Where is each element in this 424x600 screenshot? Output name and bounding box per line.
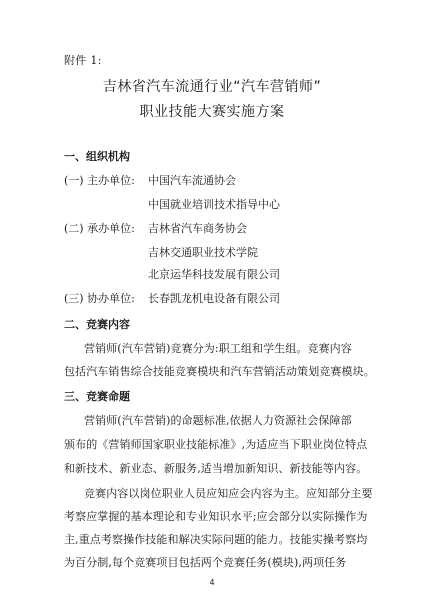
proposition-p1-line-1: 营销师(汽车营销)的命题标准,依据人力资源社会保障部 [84, 414, 352, 427]
section-heading-organization: 一、组织机构 [64, 150, 130, 163]
section-heading-propositions: 三、竞赛命题 [64, 390, 130, 403]
proposition-p2-line-3: 主,重点考察操作技能和解决实际问题的能力。技能实操考察均 [64, 533, 368, 546]
organizer-unit-2: 吉林交通职业技术学院 [148, 246, 258, 259]
attachment-label: 附件 1: [64, 54, 102, 67]
document-title-line1: 吉林省汽车流通行业“汽车营销师” [102, 79, 322, 95]
host-unit-2: 中国就业培训技术指导中心 [148, 198, 280, 211]
organizer-row [64, 220, 135, 236]
proposition-p2-line-4: 为百分制,每个竞赛项目包括两个竞赛任务(模块),两项任务 [64, 556, 347, 569]
organizer-unit-3: 北京运华科技发展有限公司 [148, 268, 280, 281]
proposition-p1-line-3: 和新技术、新业态、新服务,适当增加新知识、新技能等内容。 [64, 462, 368, 475]
page-number: 4 [209, 578, 215, 587]
co-organizer-label: (三) 协办单位: [64, 292, 135, 305]
co-organizer-row [64, 290, 135, 306]
host-row [64, 172, 135, 188]
document-title-line2: 职业技能大赛实施方案 [139, 104, 285, 120]
host-unit-1: 中国汽车流通协会 [148, 174, 236, 187]
section-heading-content: 二、竞赛内容 [64, 318, 130, 331]
proposition-p2-line-1: 竞赛内容以岗位职业人员应知应会内容为主。应知部分主要 [84, 487, 373, 500]
proposition-p2-line-2: 考察应掌握的基本理论和专业知识水平;应会部分以实际操作为 [64, 510, 368, 523]
host-label: (一) 主办单位: [64, 174, 135, 187]
content-line-2: 包括汽车销售综合技能竞赛模块和汽车营销活动策划竞赛模块。 [64, 365, 375, 378]
organizer-unit-1: 吉林省汽车商务协会 [148, 222, 247, 235]
content-line-1: 营销师(汽车营销)竞赛分为:职工组和学生组。竞赛内容 [84, 342, 352, 355]
proposition-p1-line-2: 颁布的《营销师国家职业技能标准》,为适应当下职业岗位特点 [64, 438, 368, 451]
co-organizer-unit-1: 长春凯龙机电设备有限公司 [148, 292, 280, 305]
organizer-label: (二) 承办单位: [64, 222, 135, 235]
